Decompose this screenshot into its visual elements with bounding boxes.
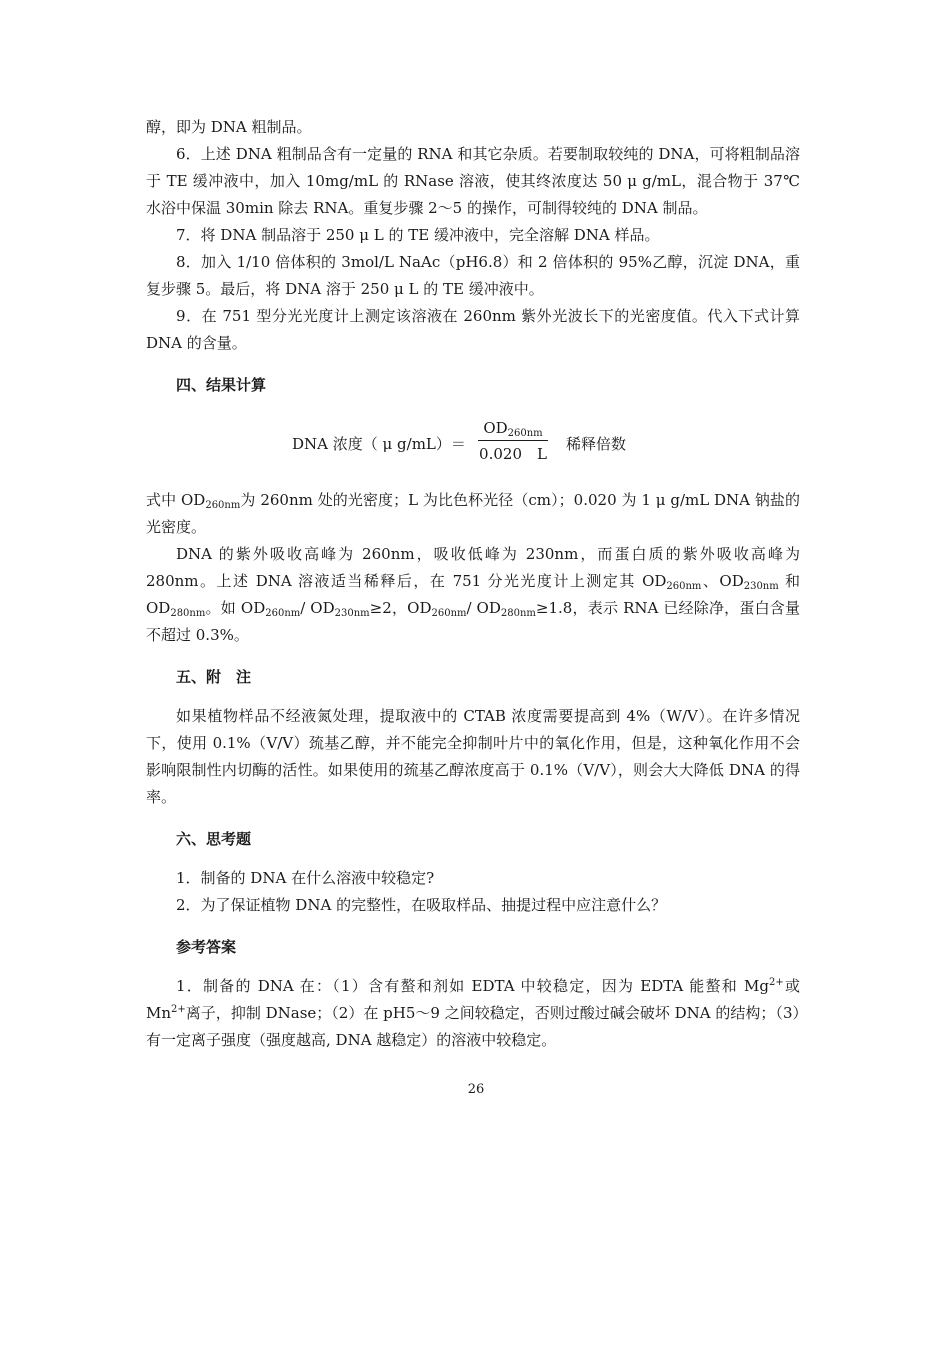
step-7: 7．将 DNA 制品溶于 250 μ L 的 TE 缓冲液中，完全溶解 DNA 样品。: [176, 226, 660, 244]
uv-t5: / OD: [300, 599, 335, 617]
page-number: 26: [467, 1082, 485, 1097]
uv-t6: ≥2，OD: [369, 599, 432, 617]
formula-fraction: [478, 417, 548, 467]
formula-left: DNA 浓度（ μ g/mL）＝: [292, 435, 466, 453]
question-2: 2．为了保证植物 DNA 的完整性，在吸取样品、抽提过程中应注意什么？: [176, 896, 667, 914]
step-6: 6．上述 DNA 粗制品含有一定量的 RNA 和其它杂质。若要制取较纯的 DNA，可将粗制品溶于 TE 缓冲液中，加入 10mg/mL 的 RNase 溶液，使其终浓度达 50 μ g/mL，混合物于 37℃水浴中保温 30min 除去 RNA。重复步骤 2～5 的操作，可制得较纯的 DNA 制品。: [146, 145, 800, 217]
answer-sup-1: 2+: [768, 977, 784, 988]
uv-s5: 230nm: [334, 608, 370, 619]
uv-s3: 280nm: [170, 608, 206, 619]
uv-t8: ≥1.8，表示 RNA 已经除净，蛋白含量不超过 0.3%。: [146, 599, 801, 644]
answer-sup-2: 2+: [171, 1004, 186, 1015]
explain-text-b: 为 260nm 处的光密度；L 为比色杯光径（cm）；0.020 为 1 μ g/mL DNA 钠盐的光密度。: [146, 491, 801, 536]
step-8: 8．加入 1/10 倍体积的 3mol/L NaAc（pH6.8）和 2 倍体积的 95%乙醇，沉淀 DNA，重复步骤 5。最后，将 DNA 溶于 250 μ L 的 TE 缓冲液中。: [146, 253, 800, 298]
uv-absorption-paragraph: [146, 541, 800, 649]
heading-answers: 参考答案: [176, 938, 237, 956]
formula-right: 稀释倍数: [566, 435, 627, 453]
step-9: 9．在 751 型分光光度计上测定该溶液在 260nm 紫外光波长下的光密度值。代入下式计算 DNA 的含量。: [146, 307, 800, 352]
uv-s6: 260nm: [431, 608, 467, 619]
answer-text-a: 1．制备的 DNA 在：（1）含有螯和剂如 EDTA 中较稳定，因为 EDTA 能螯和 Mg: [176, 977, 769, 995]
formula-denominator: 0.020 L: [479, 445, 547, 463]
dna-formula: [146, 413, 800, 475]
uv-t7: / OD: [466, 599, 501, 617]
heading-results: 四、结果计算: [176, 376, 267, 394]
answer-text-b: 或 Mn: [146, 977, 800, 1022]
formula-numerator: [478, 417, 548, 441]
explain-text-a: 式中 OD: [146, 491, 206, 509]
uv-s4: 260nm: [265, 608, 301, 619]
paragraph-continued: 醇，即为 DNA 粗制品。: [146, 118, 312, 136]
question-1: 1．制备的 DNA 在什么溶液中较稳定?: [176, 869, 435, 887]
uv-t2: 、OD: [701, 572, 744, 590]
uv-s7: 280nm: [500, 608, 536, 619]
notes-paragraph: 如果植物样品不经液氮处理，提取液中的 CTAB 浓度需要提高到 4%（W/V）。在许多情况下，使用 0.1%（V/V）巯基乙醇，并不能完全抑制叶片中的氧化作用，但是，这种氧化作用不会影响限制性内切酶的活性。如果使用的巯基乙醇浓度高于 0.1%（V/V），则会大大降低 DNA 的得率。: [146, 707, 800, 806]
answer-text-c: 离子，抑制 DNase；（2）在 pH5～9 之间较稳定，否则过酸过碱会破坏 DNA 的结构；（3）有一定离子强度（强度越高, DNA 越稳定）的溶液中较稳定。: [146, 1004, 800, 1049]
explain-sub: 260nm: [205, 500, 241, 511]
uv-s1: 260nm: [666, 581, 702, 592]
heading-notes: 五、附 注: [176, 668, 252, 686]
uv-t4: 。如 OD: [205, 599, 266, 617]
formula-explanation: [146, 487, 800, 541]
numerator-od: OD: [483, 419, 508, 437]
numerator-sub: 260nm: [507, 428, 543, 439]
uv-s2: 230nm: [743, 581, 779, 592]
uv-t1: DNA 的紫外吸收高峰为 260nm，吸收低峰为 230nm，而蛋白质的紫外吸收高峰为 280nm。上述 DNA 溶液适当稀释后，在 751 分光光度计上测定其 OD: [146, 545, 800, 590]
heading-questions: 六、思考题: [176, 830, 252, 848]
answer-1: [146, 973, 800, 1054]
uv-t3: 和 OD: [146, 572, 800, 617]
page-content: [146, 114, 800, 1054]
